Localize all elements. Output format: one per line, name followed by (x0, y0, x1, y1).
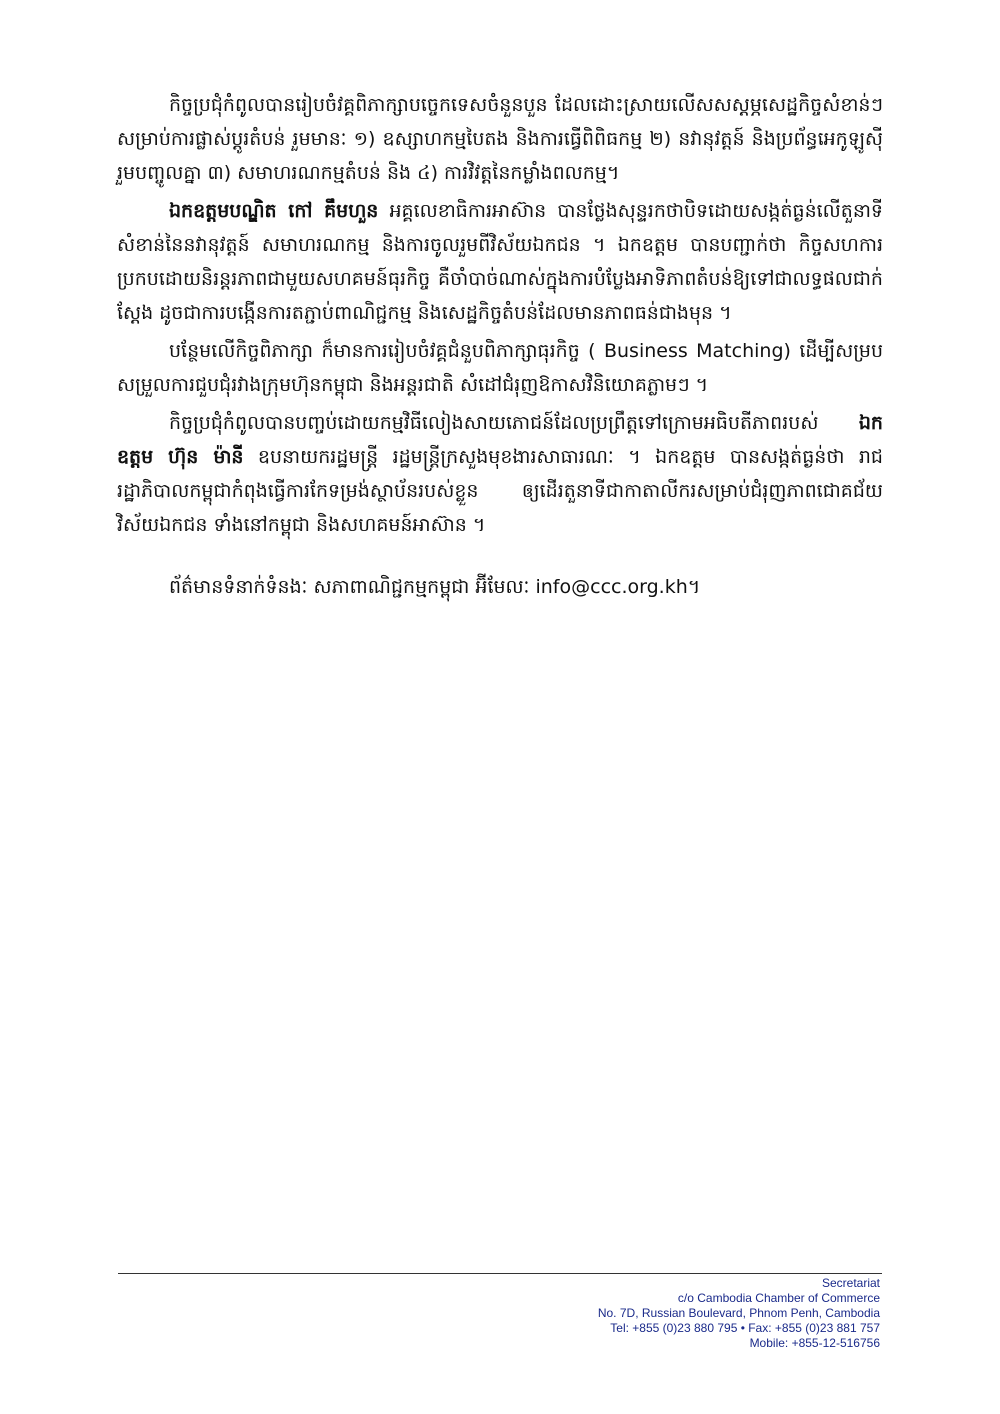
paragraph-text: កិច្ចប្រជុំកំពូលបានបញ្ចប់ដោយកម្មវិធីលៀងសាយភោជន៍ដែលប្រព្រឹត្តទៅក្រោមអធិបតីភាពរបស់ (169, 412, 859, 434)
document-body (117, 88, 883, 608)
paragraph-business-matching (117, 334, 883, 402)
speaker-name: ឯកឧត្តម ហ៊ុន ម៉ានី (117, 412, 883, 468)
paragraph-text: បន្ថែមលើកិច្ចពិភាក្សា ក៏មានការរៀបចំវគ្គជំនួបពិភាក្សាធុរកិច្ច ( Business Matching) ដើម្បីសម្របសម្រួលការជួបជុំរវាងក្រុមហ៊ុនកម្ពុជា និងអន្តរជាតិ សំដៅជំរុញឱកាសវិនិយោគភ្លាមៗ ។ (117, 340, 883, 396)
paragraph-asean-secretary-general (117, 194, 883, 330)
paragraph-summit-sessions (117, 88, 883, 190)
paragraph-closing-luncheon (117, 406, 883, 542)
footer-address (380, 1276, 880, 1351)
paragraph-text: ឧបនាយករដ្ឋមន្ត្រី រដ្ឋមន្ត្រីក្រសួងមុខងារសាធារណៈ ។ ឯកឧត្តម បានសង្កត់ធ្ងន់ថា រាជរដ្ឋាភិបាលកម្ពុជាកំពុងធ្វើការកែទម្រង់ស្ថាប័នរបស់ខ្លួន ឲ្យដើរតួនាទីជាកាតាលីករសម្រាប់ជំរុញភាពជោគជ័យវិស័យឯកជន ទាំងនៅកម្ពុជា និងសហគមន៍អាស៊ាន ។ (117, 446, 883, 536)
paragraph-text: កិច្ចប្រជុំកំពូលបានរៀបចំវគ្គពិភាក្សាបច្ចេកទេសចំនួនបួន ដែលដោះស្រាយលើសសស្តម្ភសេដ្ឋកិច្ចសំខាន់ៗសម្រាប់ការផ្លាស់ប្តូរតំបន់ រួមមានៈ ១) ឧស្សាហកម្មបៃតង និងការធ្វើពិពិធកម្ម ២) នវានុវត្តន៍ និងប្រព័ន្ធអេកូឡូស៊ីរួមបញ្ចូលគ្នា ៣) សមាហរណកម្មតំបន់ និង ៤) ការវិវត្តនៃកម្លាំងពលកម្ម។ (117, 94, 883, 184)
footer-divider (118, 1273, 882, 1274)
speaker-name: ឯកឧត្តមបណ្ឌិត កៅ គឹមហួន (169, 200, 379, 222)
footer-organization: c/o Cambodia Chamber of Commerce (677, 1291, 880, 1305)
footer-mobile: Mobile: +855-12-516756 (749, 1336, 880, 1350)
footer-phone-fax: Tel: +855 (0)23 880 795 • Fax: +855 (0)23 881 757 (610, 1321, 880, 1335)
footer-secretariat: Secretariat (821, 1276, 880, 1290)
contact-info (117, 570, 883, 604)
footer-street-address: No. 7D, Russian Boulevard, Phnom Penh, Cambodia (597, 1306, 880, 1320)
contact-text: ព័ត៌មានទំនាក់ទំនងៈ សភាពាណិជ្ជកម្មកម្ពុជា អ៊ីមែលៈ info@ccc.org.kh។ (169, 576, 701, 598)
paragraph-text: អគ្គលេខាធិការអាស៊ាន បានថ្លែងសុន្ទរកថាបិទដោយសង្កត់ធ្ងន់លើតួនាទីសំខាន់នៃនវានុវត្តន៍ សមាហរណកម្ម និងការចូលរួមពីវិស័យឯកជន ។ ឯកឧត្តម បានបញ្ជាក់ថា កិច្ចសហការប្រកបដោយនិរន្តរភាពជាមួយសហគមន៍ធុរកិច្ច គឺចាំបាច់ណាស់ក្នុងការបំប្លែងអាទិភាពតំបន់ឱ្យទៅជាលទ្ធផលជាក់ស្តែង ដូចជាការបង្កើនការតភ្ជាប់ពាណិជ្ជកម្ម និងសេដ្ឋកិច្ចតំបន់ដែលមានភាពធន់ជាងមុន ។ (117, 200, 883, 324)
